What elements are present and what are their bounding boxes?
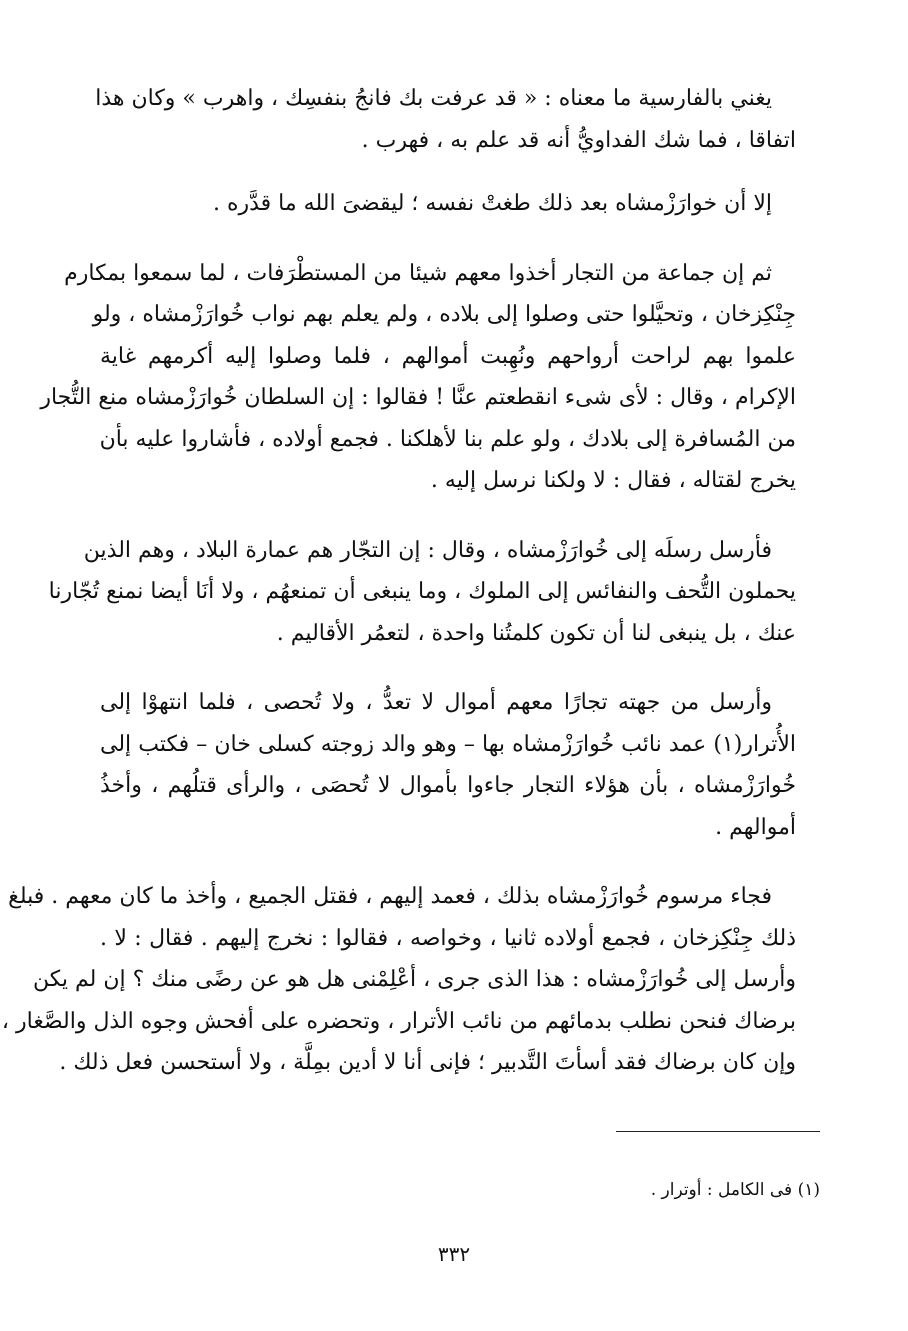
page-body bbox=[1, 78, 818, 1112]
text-line: الإكرام ، وقال : لأى شىء انقطعتم عنَّا ! فقالوا : إن السلطان خُوارَزْمشاه منع التُّجار bbox=[40, 385, 796, 410]
text-line: أموالهم . bbox=[715, 814, 796, 840]
text-line: فأرسل رسلَه إلى خُوارَزْمشاه ، وقال : إن التجّار هم عمارة البلاد ، وهم الذين bbox=[83, 537, 772, 563]
text-line: وأرسل من جهته تجارًا معهم أموال لا تعدُّ ، ولا تُحصى ، فلما انتهوْا إلى bbox=[100, 690, 772, 715]
text-line: علموا بهم لراحت أرواحهم ونُهِبت أموالهم ، فلما وصلوا إليه أكرمهم غاية bbox=[100, 343, 796, 369]
text-line: ثم إن جماعة من التجار أخذوا معهم شيئا من المستطْرَفات ، لما سمعوا بمكارم bbox=[64, 260, 772, 286]
text-line: برضاك فنحن نطلب بدمائهم من نائب الأترار ، وتحضره على أفحش وجوه الذل والصَّغار ، bbox=[1, 1008, 796, 1034]
footnote: (١) فى الكامل : أوترار . bbox=[650, 1180, 820, 1200]
text-line: من المُسافرة إلى بلادك ، ولو علم بنا لأهلكنا . فجمع أولاده ، فأشاروا عليه بأن bbox=[99, 426, 796, 452]
page-number: ٣٣٢ bbox=[437, 1242, 471, 1266]
text-line: وأرسل إلى خُوارَزْمشاه : هذا الذى جرى ، أعْلِمْنى هل هو عن رضًى منك ؟ إن لم يكن bbox=[32, 967, 796, 992]
text-line: جِنْكِزخان ، وتحيَّلوا حتى وصلوا إلى بلاده ، ولم يعلم بهم نواب خُوارَزْمشاه ، ولو bbox=[92, 302, 796, 327]
text-line: اتفاقا ، فما شك الفداويُّ أنه قد علم به ، فهرب . bbox=[361, 127, 796, 153]
text-line: إلا أن خوارَزْمشاه بعد ذلك طغتْ نفسه ؛ ليقضىَ الله ما قدَّره . bbox=[212, 191, 772, 216]
text-line: عنك ، بل ينبغى لنا أن تكون كلمتُنا واحدة ، لتعمُر الأقاليم . bbox=[276, 620, 796, 646]
text-line: يحملون التُّحف والنفائس إلى الملوك ، وما ينبغى أن تمنعهُم ، ولا أنَا أيضا نمنع تُجّارنا bbox=[48, 579, 796, 604]
text-line: الأُترار(١) عمد نائب خُوارَزْمشاه بها – وهو والد زوجته كسلى خان – فكتب إلى bbox=[100, 731, 796, 757]
paragraph bbox=[1, 876, 818, 1084]
paragraph bbox=[95, 78, 818, 161]
text-line: خُوارَزْمشاه ، بأن هؤلاء التجار جاءوا بأموال لا تُحصَى ، والرأى قتلُهم ، وأخذُ bbox=[100, 773, 796, 798]
text-line: يغني بالفارسية ما معناه : « قد عرفت بك فانجُ بنفسِك ، واهرب » وكان هذا bbox=[95, 86, 772, 111]
paragraph bbox=[40, 253, 818, 502]
paragraph bbox=[48, 530, 818, 655]
paragraph bbox=[100, 682, 818, 848]
paragraph bbox=[100, 183, 818, 225]
footnote-divider bbox=[616, 1131, 820, 1132]
text-line: ذلك جِنْكِزخان ، فجمع أولاده ثانيا ، وخواصه ، فقالوا : نخرج إليهم . فقال : لا . bbox=[100, 925, 796, 951]
text-line: وإن كان برضاك فقد أسأتَ التَّدبير ؛ فإنى أنا لا أدين بمِلَّة ، ولا أستحسن فعل ذلك . bbox=[59, 1050, 796, 1075]
text-line: يخرج لقتاله ، فقال : لا ولكنا نرسل إليه . bbox=[430, 468, 796, 493]
text-line: فجاء مرسوم خُوارَزْمشاه بذلك ، فعمد إليهم ، فقتل الجميع ، وأخذ ما كان معهم . فبلغ bbox=[8, 884, 772, 909]
